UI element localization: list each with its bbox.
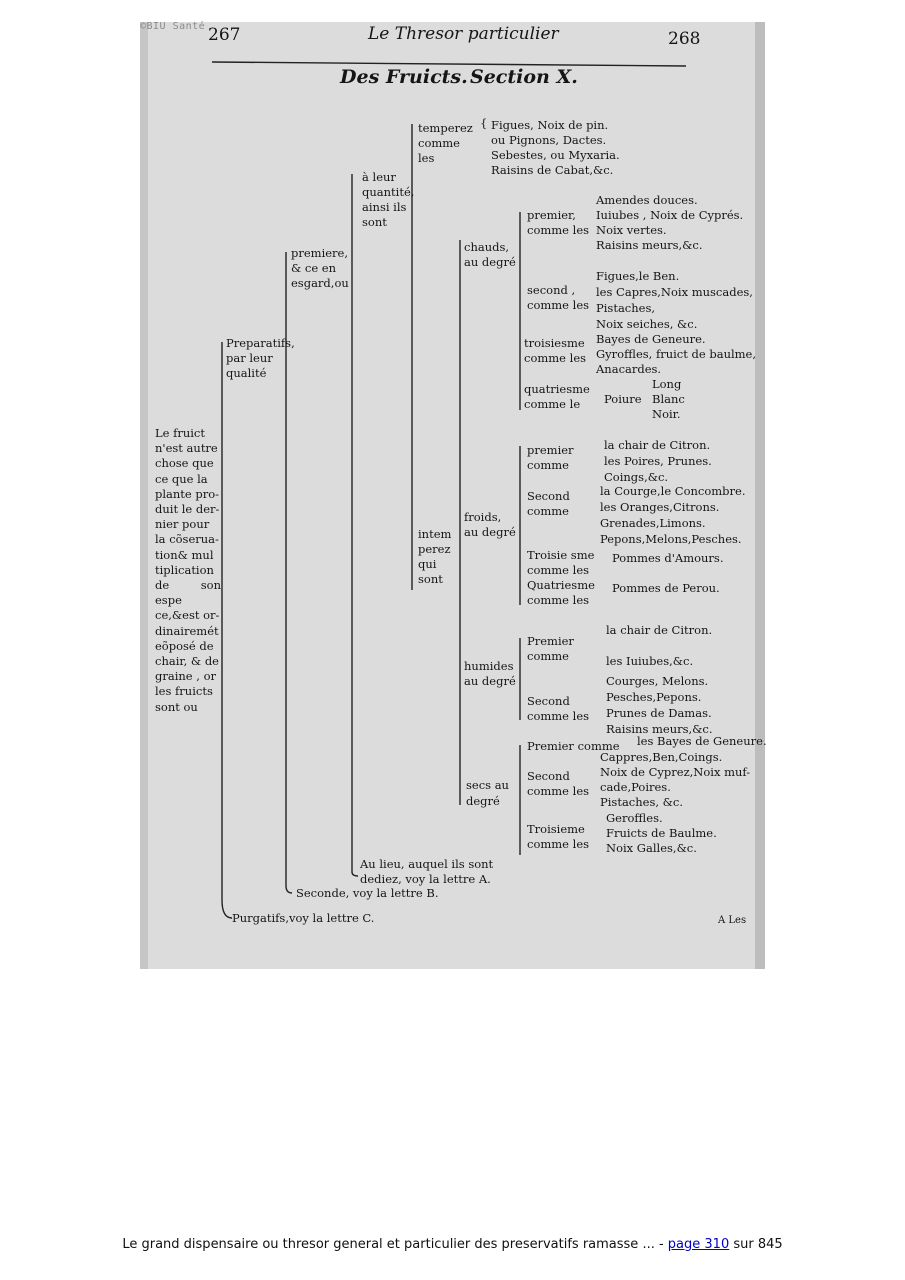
froids-second-item-1: la Courge,le Concombre. xyxy=(600,484,746,498)
intro-paragraph: Le fruict n'est autre chose que ce que la plante pro- duit le der- nier pour la cõserua- tion& mul tiplication de son espe ce,&est or- dinairemét eõposé de chair, & de graine , or les fruicts sont ou xyxy=(155,426,221,714)
secs-second-item-3: cade,Poires. xyxy=(600,780,671,794)
preparatifs-label-1: Preparatifs, xyxy=(226,336,295,350)
chauds-premier-item-3: Noix vertes. xyxy=(596,223,667,237)
froids-quatriesme-2: comme les xyxy=(527,593,590,607)
humides-label-1: humides xyxy=(464,659,514,673)
intemperez-label-2: perez xyxy=(418,542,451,556)
temperez-item-4: Raisins de Cabat,&c. xyxy=(491,163,614,177)
humides-premier-2: comme xyxy=(527,649,569,663)
poivre-label: Poiure xyxy=(604,392,642,406)
chauds-premier-item-4: Raisins meurs,&c. xyxy=(596,238,703,252)
chauds-label-2: au degré xyxy=(464,255,516,269)
page-number-right: 268 xyxy=(668,29,701,49)
footer xyxy=(0,1237,905,1252)
froids-troisiesme-1: Troisie sme xyxy=(527,548,595,562)
froids-premier-item-2: les Poires, Prunes. xyxy=(604,454,712,468)
footer-total: sur 845 xyxy=(729,1237,783,1252)
secs-second-item-2: Noix de Cyprez,Noix muf- xyxy=(600,765,751,779)
chauds-troisiesme-item-1: Bayes de Geneure. xyxy=(596,332,706,346)
quantite-label-3: ainsi ils xyxy=(362,200,407,214)
secs-troisieme-item-3: Noix Galles,&c. xyxy=(606,841,697,855)
froids-quatriesme-item: Pommes de Perou. xyxy=(612,581,720,595)
preparatifs-label-2: par leur xyxy=(226,351,273,365)
froids-premier-1: premier xyxy=(527,443,574,457)
chauds-second-item-4: Noix seiches, &c. xyxy=(596,317,698,331)
au-lieu-line-2: dediez, voy la lettre A. xyxy=(360,872,491,886)
secs-label-2: degré xyxy=(466,794,500,808)
froids-premier-2: comme xyxy=(527,458,569,472)
temperez-item-1: Figues, Noix de pin. xyxy=(491,118,609,132)
poivre-item-2: Blanc xyxy=(652,392,685,406)
intemperez-label-3: qui xyxy=(418,557,437,571)
temperez-brace: { xyxy=(480,116,488,130)
secs-troisieme-1: Troisieme xyxy=(527,822,585,836)
chauds-premier-1: premier, xyxy=(527,208,576,222)
secs-troisieme-item-1: Geroffles. xyxy=(606,811,663,825)
chauds-quatriesme-2: comme le xyxy=(524,397,581,411)
chauds-second-item-3: Pistaches, xyxy=(596,301,656,315)
premiere-label-1: premiere, xyxy=(291,246,349,260)
froids-label-2: au degré xyxy=(464,525,516,539)
quantite-label-2: quantité, xyxy=(362,185,415,199)
froids-premier-item-3: Coings,&c. xyxy=(604,470,669,484)
chauds-premier-item-1: Amendes douces. xyxy=(596,193,698,207)
humides-second-item-1: Courges, Melons. xyxy=(606,674,709,688)
temperez-label-1: temperez xyxy=(418,121,473,135)
froids-second-item-4: Pepons,Melons,Pesches. xyxy=(600,532,742,546)
page-left-edge xyxy=(140,22,148,969)
froids-second-item-2: les Oranges,Citrons. xyxy=(600,500,720,514)
au-lieu-line-1: Au lieu, auquel ils sont xyxy=(360,857,494,871)
poivre-item-3: Noir. xyxy=(652,407,681,421)
humides-second-1: Second xyxy=(527,694,570,708)
froids-premier-item-1: la chair de Citron. xyxy=(604,438,711,452)
temperez-label-2: comme xyxy=(418,136,460,150)
quantite-label-1: à leur xyxy=(362,170,396,184)
chauds-troisiesme-item-3: Anacardes. xyxy=(596,362,662,376)
section-title: Des Fruicts. xyxy=(340,66,468,88)
froids-second-2: comme xyxy=(527,504,569,518)
temperez-item-3: Sebestes, ou Myxaria. xyxy=(491,148,620,162)
humides-premier-item-1: la chair de Citron. xyxy=(606,623,713,637)
secs-label-1: secs au xyxy=(466,778,509,792)
page-right-edge xyxy=(755,22,765,969)
humides-premier-item-2: les Iuiubes,&c. xyxy=(606,654,694,668)
froids-quatriesme-1: Quatriesme xyxy=(527,578,595,592)
secs-second-2: comme les xyxy=(527,784,590,798)
intemperez-label-1: intem xyxy=(418,527,452,541)
chauds-premier-item-2: Iuiubes , Noix de Cyprés. xyxy=(596,208,744,222)
running-title: Le Thresor particulier xyxy=(368,24,559,44)
secs-second-item-1: Cappres,Ben,Coings. xyxy=(600,750,723,764)
chauds-troisiesme-1: troisiesme xyxy=(524,336,585,350)
page-number-left: 267 xyxy=(208,25,241,45)
secs-troisieme-2: comme les xyxy=(527,837,590,851)
secs-premier-item: les Bayes de Geneure. xyxy=(637,734,767,748)
purgatifs-line: Purgatifs,voy la lettre C. xyxy=(232,911,375,925)
chauds-second-item-1: Figues,le Ben. xyxy=(596,269,680,283)
page-link[interactable]: page 310 xyxy=(667,1237,730,1252)
temperez-label-3: les xyxy=(418,151,435,165)
temperez-item-2: ou Pignons, Dactes. xyxy=(491,133,607,147)
humides-second-2: comme les xyxy=(527,709,590,723)
humides-label-2: au degré xyxy=(464,674,516,688)
chauds-second-1: second , xyxy=(527,283,576,297)
intemperez-label-4: sont xyxy=(418,572,443,586)
secs-troisieme-item-2: Fruicts de Baulme. xyxy=(606,826,717,840)
chauds-troisiesme-2: comme les xyxy=(524,351,587,365)
humides-second-item-2: Pesches,Pepons. xyxy=(606,690,702,704)
watermark: ©BIU Santé xyxy=(140,21,206,32)
humides-second-item-4: Raisins meurs,&c. xyxy=(606,722,713,736)
section-number: Section X. xyxy=(470,66,578,88)
chauds-troisiesme-item-2: Gyroffles, fruict de baulme, xyxy=(596,347,757,361)
humides-second-item-3: Prunes de Damas. xyxy=(606,706,712,720)
catchword: A Les xyxy=(718,915,747,926)
humides-premier-1: Premier xyxy=(527,634,574,648)
chauds-label-1: chauds, xyxy=(464,240,510,254)
froids-label-1: froids, xyxy=(464,510,502,524)
froids-second-item-3: Grenades,Limons. xyxy=(600,516,706,530)
chauds-second-item-2: les Capres,Noix muscades, xyxy=(596,285,753,299)
froids-troisiesme-2: comme les xyxy=(527,563,590,577)
preparatifs-label-3: qualité xyxy=(226,366,267,380)
chauds-quatriesme-1: quatriesme xyxy=(524,382,590,396)
premiere-label-3: esgard,ou xyxy=(291,276,349,290)
chauds-second-2: comme les xyxy=(527,298,590,312)
froids-troisiesme-item: Pommes d'Amours. xyxy=(612,551,724,565)
secs-second-item-4: Pistaches, &c. xyxy=(600,795,683,809)
secs-premier: Premier comme xyxy=(527,739,620,753)
poivre-item-1: Long xyxy=(652,377,682,391)
quantite-label-4: sont xyxy=(362,215,387,229)
chauds-premier-2: comme les xyxy=(527,223,590,237)
premiere-label-2: & ce en xyxy=(291,261,337,275)
footer-text: Le grand dispensaire ou thresor general et particulier des preservatifs ramasse ... - xyxy=(122,1237,668,1252)
secs-second-1: Second xyxy=(527,769,570,783)
seconde-line: Seconde, voy la lettre B. xyxy=(296,886,439,900)
froids-second-1: Second xyxy=(527,489,570,503)
